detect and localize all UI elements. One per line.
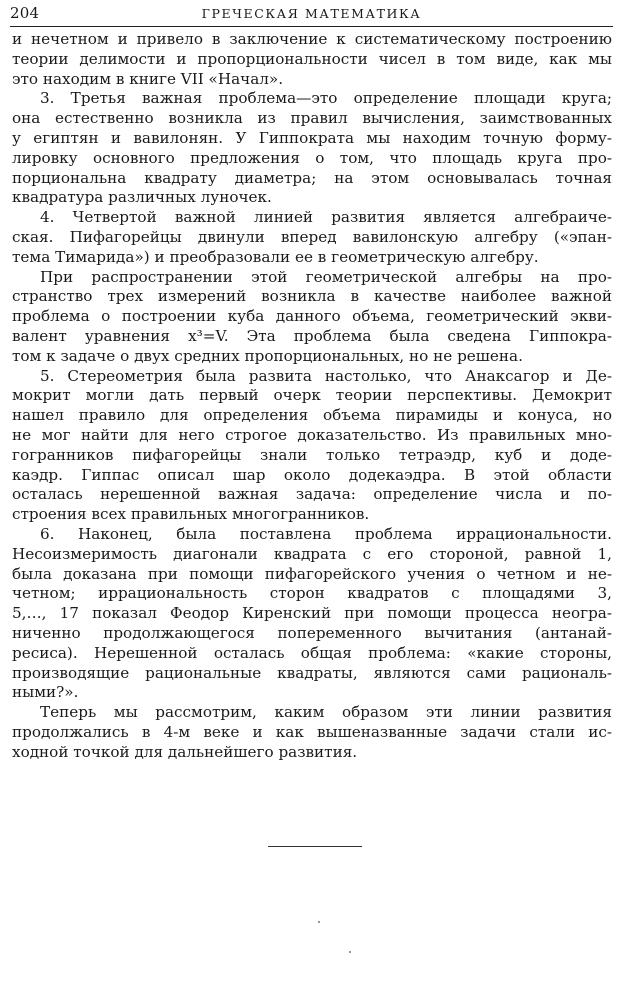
page-header (10, 2, 613, 24)
text-line: квадратура различных луночек. (12, 188, 272, 207)
header-divider (10, 26, 613, 27)
text-line: При распространении этой геометрической алгебры на про- (40, 267, 612, 286)
running-title: ГРЕЧЕСКАЯ МАТЕМАТИКА (201, 6, 422, 21)
text-line: ресиса). Нерешенной осталась общая проблема: «какие стороны, (12, 643, 612, 662)
text-line: строения всех правильных многогранников. (12, 505, 370, 524)
text-line: тема Тимарида») и преобразовали ее в геометрическую алгебру. (12, 247, 539, 266)
text-line: мокрит могли дать первый очерк теории перспективы. Демокрит (12, 386, 612, 405)
text-line: это находим в книге VII «Начал». (12, 69, 284, 88)
text-line: у египтян и вавилонян. У Гиппократа мы находим точную форму- (12, 128, 612, 147)
print-speck (349, 951, 351, 953)
text-line: нашел правило для определения объема пирамиды и конуса, но (12, 406, 612, 425)
text-line: гогранников пифагорейцы знали только тетраэдр, куб и доде- (12, 445, 612, 464)
text-line: ниченно продолжающегося попеременного вычитания (антанай- (12, 623, 612, 642)
text-line: осталась нерешенной важная задача: определение числа и по- (12, 485, 612, 504)
text-line: и нечетном и привело в заключение к систематическому построению (12, 30, 612, 48)
text-line: странство трех измерений возникла в качестве наиболее важной (12, 287, 612, 306)
text-line: валент уравнения x³=V. Эта проблема была сведена Гиппокра- (12, 326, 612, 345)
text-line: не мог найти для него строгое доказательство. Из правильных мно- (12, 425, 612, 444)
text-line: Несоизмеримость диагонали квадрата с его стороной, равной 1, (12, 544, 612, 563)
text-line: 3. Третья важная проблема—это определение площади круга; (40, 89, 612, 108)
text-line: была доказана при помощи пифагорейского учения о четном и не- (12, 564, 612, 583)
text-line: том к задаче о двух средних пропорциональных, но не решена. (12, 346, 523, 365)
text-line: теории делимости и пропорциональности чисел в том виде, как мы (12, 49, 612, 68)
page-number: 204 (10, 4, 40, 22)
text-line: ская. Пифагорейцы двинули вперед вавилонскую алгебру («эпан- (12, 227, 612, 246)
text-line: Теперь мы рассмотрим, каким образом эти линии развития (40, 703, 612, 722)
text-line: 4. Четвертой важной линией развития является алгебраиче- (40, 208, 612, 227)
text-line: каэдр. Гиппас описал шар около додекаэдра. В этой области (12, 465, 612, 484)
text-line: лировку основного предложения о том, что площадь круга про- (12, 148, 612, 167)
text-line: порциональна квадрату диаметра; на этом основывалась точная (12, 168, 612, 187)
text-line: 5,…, 17 показал Феодор Киренский при помощи процесса неогра- (12, 604, 612, 623)
text-line: 5. Стереометрия была развита настолько, что Анаксагор и Де- (40, 366, 612, 385)
text-line: производящие рациональные квадраты, являются сами рациональ- (12, 663, 612, 682)
text-line: 6. Наконец, была поставлена проблема иррациональности. (40, 524, 612, 543)
text-line: четном; иррациональность сторон квадратов с площадями 3, (12, 584, 612, 603)
text-line: ходной точкой для дальнейшего развития. (12, 742, 358, 761)
print-speck (318, 921, 320, 923)
text-line: проблема о построении куба данного объема, геометрический экви- (12, 307, 612, 326)
text-line: ными?». (12, 683, 79, 702)
section-end-rule (268, 846, 362, 847)
text-line: продолжались в 4-м веке и как вышеназванные задачи стали ис- (12, 722, 612, 741)
text-line: она естественно возникла из правил вычисления, заимствованных (12, 109, 612, 128)
body-text (12, 30, 612, 762)
